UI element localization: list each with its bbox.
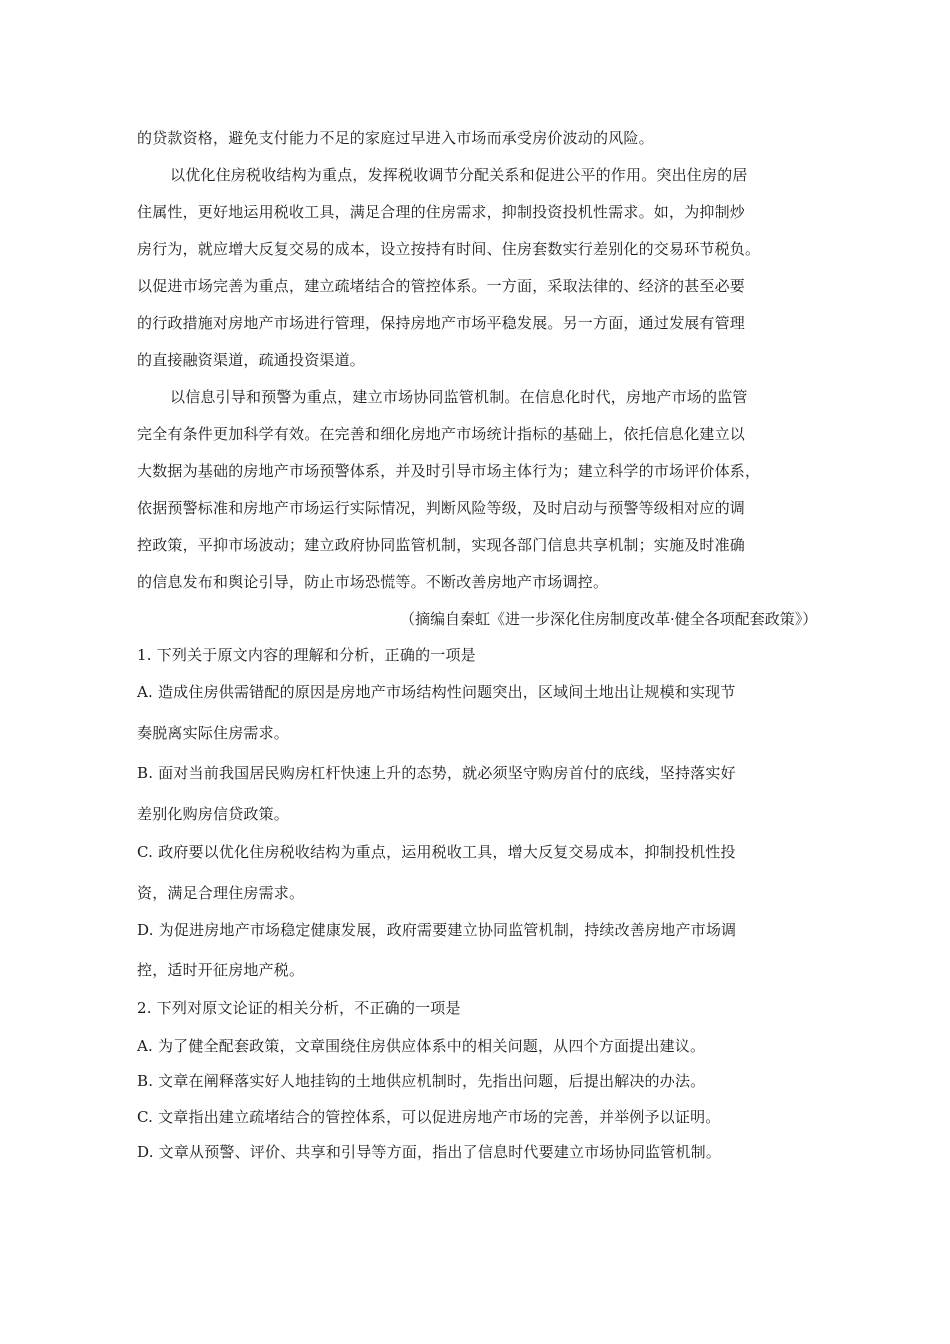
passage-line: 的信息发布和舆论引导，防止市场恐慌等。不断改善房地产市场调控。	[137, 573, 609, 591]
passage-line: 以促进市场完善为重点，建立疏堵结合的管控体系。一方面，采取法律的、经济的甚至必要	[137, 277, 746, 295]
answer-option-b: B. 面对当前我国居民购房杠杆快速上升的态势，就必须坚守购房首付的底线，坚持落实好	[137, 764, 736, 782]
answer-option-a-continued: 奏脱离实际住房需求。	[137, 724, 290, 742]
answer-option-b-continued: 差别化购房信贷政策。	[137, 805, 290, 823]
passage-line: 房行为，就应增大反复交易的成本，设立按持有时间、住房套数实行差别化的交易环节税负。	[137, 240, 761, 258]
passage-line: 住属性，更好地运用税收工具，满足合理的住房需求，抑制投资投机性需求。如，为抑制炒	[137, 203, 746, 221]
passage-line: 的直接融资渠道，疏通投资渠道。	[137, 351, 366, 369]
passage-line: 控政策，平抑市场波动；建立政府协同监管机制，实现各部门信息共享机制；实施及时准确	[137, 536, 746, 554]
answer-option-c: C. 文章指出建立疏堵结合的管控体系，可以促进房地产市场的完善，并举例予以证明。	[137, 1108, 721, 1126]
passage-line: 以优化住房税收结构为重点，发挥税收调节分配关系和促进公平的作用。突出住房的居	[170, 166, 748, 184]
answer-option-d: D. 为促进房地产市场稳定健康发展，政府需要建立协同监管机制，持续改善房地产市场调	[137, 921, 737, 939]
question-stem: 2. 下列对原文论证的相关分析，不正确的一项是	[137, 999, 461, 1017]
answer-option-c: C. 政府要以优化住房税收结构为重点，运用税收工具，增大反复交易成本，抑制投机性投	[137, 843, 736, 861]
passage-line: 的行政措施对房地产市场进行管理，保持房地产市场平稳发展。另一方面，通过发展有管理	[137, 314, 746, 332]
question-stem: 1. 下列关于原文内容的理解和分析，正确的一项是	[137, 646, 476, 664]
passage-line: 的贷款资格，避免支付能力不足的家庭过早进入市场而承受房价波动的风险。	[137, 129, 654, 147]
passage-line: 大数据为基础的房地产市场预警体系，并及时引导市场主体行为；建立科学的市场评价体系，	[137, 462, 761, 480]
answer-option-d: D. 文章从预警、评价、共享和引导等方面，指出了信息时代要建立市场协同监管机制。	[137, 1143, 722, 1161]
passage-line: 依据预警标准和房地产市场运行实际情况，判断风险等级，及时启动与预警等级相对应的调	[137, 499, 746, 517]
answer-option-a: A. 为了健全配套政策，文章围绕住房供应体系中的相关问题，从四个方面提出建议。	[137, 1037, 706, 1055]
answer-option-a: A. 造成住房供需错配的原因是房地产市场结构性问题突出，区域间土地出让规模和实现节	[137, 683, 736, 701]
answer-option-c-continued: 资，满足合理住房需求。	[137, 884, 305, 902]
source-citation: （摘编自秦虹《进一步深化住房制度改革·健全各项配套政策》）	[400, 610, 818, 628]
answer-option-d-continued: 控，适时开征房地产税。	[137, 961, 305, 979]
answer-option-b: B. 文章在阐释落实好人地挂钩的土地供应机制时，先指出问题，后提出解决的办法。	[137, 1072, 706, 1090]
passage-line: 完全有条件更加科学有效。在完善和细化房地产市场统计指标的基础上，依托信息化建立以	[137, 425, 746, 443]
passage-line: 以信息引导和预警为重点，建立市场协同监管机制。在信息化时代，房地产市场的监管	[170, 388, 748, 406]
